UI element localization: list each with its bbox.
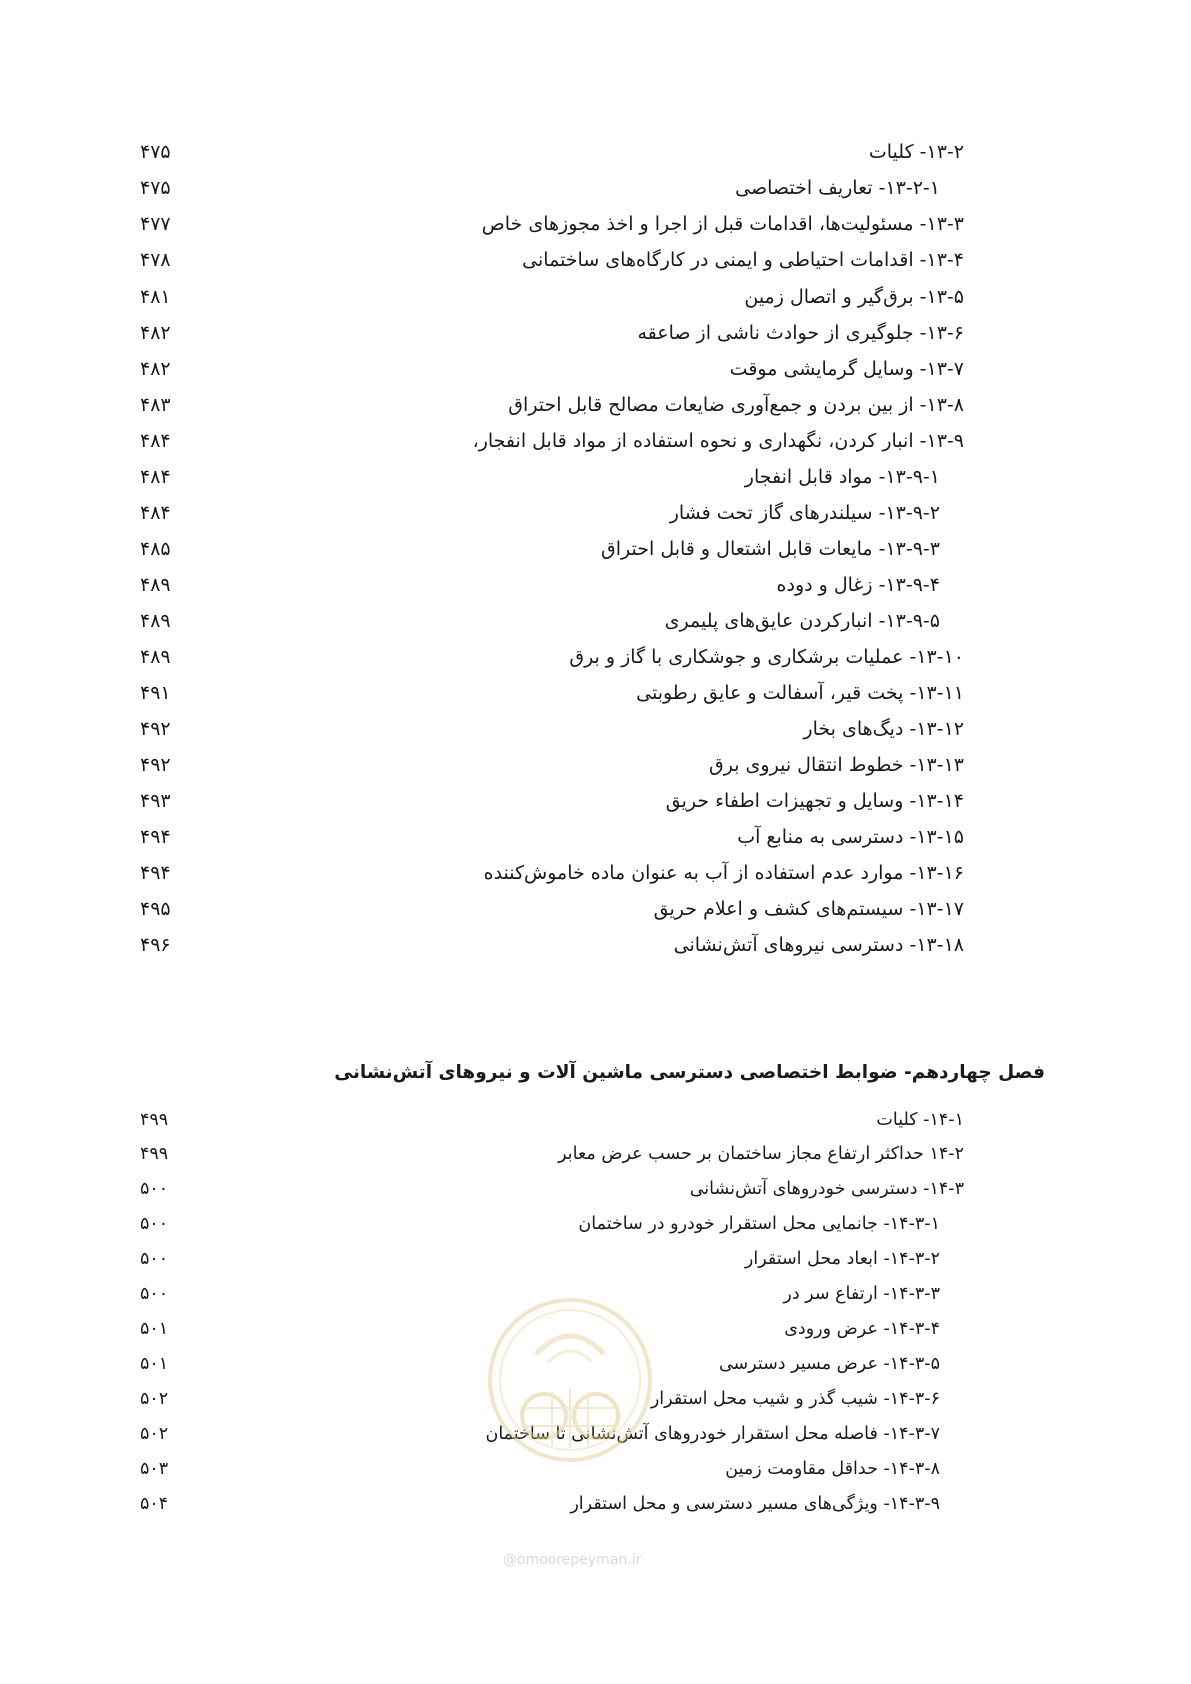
toc-entry-page: ۴۸۲ [140, 358, 171, 380]
toc-entry[interactable] [140, 170, 1045, 206]
toc-entry[interactable] [140, 423, 1045, 459]
toc-entry-title: ۱۳-۱۸- دسترسی نیروهای آتش‌نشانی [673, 934, 964, 956]
toc-entry-title: ۱۴-۳- دسترسی خودروهای آتش‌نشانی [689, 1179, 964, 1199]
watermark-url: @omoorepeyman.ir [503, 1552, 642, 1568]
toc-entry[interactable] [140, 351, 1045, 387]
toc-entry[interactable] [140, 783, 1045, 819]
toc-entry-page: ۴۷۵ [140, 177, 171, 199]
toc-entry-title: ۱۴-۲ حداکثر ارتفاع مجاز ساختمان بر حسب عرض معابر [558, 1144, 964, 1164]
toc-entry-page: ۴۸۵ [140, 538, 171, 560]
toc-entry[interactable] [140, 711, 1045, 747]
toc-entry[interactable] [140, 206, 1045, 242]
toc-entry-page: ۴۷۷ [140, 213, 171, 235]
toc-entry-title: ۱۳-۱۲- دیگ‌های بخار [803, 718, 964, 740]
toc-entry-page: ۴۹۳ [140, 790, 171, 812]
toc-entry-page: ۴۹۲ [140, 754, 171, 776]
toc-entry-title: ۱۳-۱۳- خطوط انتقال نیروی برق [709, 754, 964, 776]
toc-entry-page: ۴۷۸ [140, 249, 171, 271]
toc-entry[interactable] [140, 387, 1045, 423]
toc-entry[interactable] [140, 242, 1045, 278]
toc-entry-page: ۴۹۴ [140, 826, 171, 848]
toc-entry-title: ۱۳-۷- وسایل گرمایشی موقت [729, 358, 964, 380]
toc-entry-title: ۱۳-۸- از بین بردن و جمع‌آوری ضایعات مصالح قابل احتراق [508, 394, 964, 416]
toc-entry-title: ۱۳-۹-۳- مایعات قابل اشتعال و قابل احتراق [601, 538, 940, 560]
toc-entry-page: ۴۹۹ [140, 1144, 169, 1164]
toc-entry-page: ۴۹۴ [140, 862, 171, 884]
toc-entry[interactable] [140, 1103, 1045, 1137]
toc-entry-title: ۱۳-۹-۴- زغال و دوده [776, 574, 940, 596]
watermark-logo-icon [486, 1296, 654, 1464]
toc-entry-page: ۴۸۲ [140, 322, 171, 344]
toc-entry-title: ۱۳-۶- جلوگیری از حوادث ناشی از صاعقه [637, 322, 964, 344]
toc-entry-page: ۵۰۰ [140, 1284, 169, 1304]
toc-entry-title: ۱۳-۱۰- عملیات برشکاری و جوشکاری با گاز و برق [569, 646, 964, 668]
toc-entry-page: ۴۸۹ [140, 646, 171, 668]
toc-entry-title: ۱۴-۳-۸- حداقل مقاومت زمین [725, 1459, 940, 1479]
toc-entry-page: ۴۸۹ [140, 574, 171, 596]
toc-entry-title: ۱۳-۳- مسئولیت‌ها، اقدامات قبل از اجرا و اخذ مجوزهای خاص [481, 213, 964, 235]
toc-entry[interactable] [140, 1207, 1045, 1241]
toc-entry-title: ۱۳-۵- برق‌گیر و اتصال زمین [744, 286, 964, 308]
toc-entry-page: ۴۹۹ [140, 1110, 169, 1130]
toc-entry[interactable] [140, 891, 1045, 927]
toc-entry-title: ۱۴-۱- کلیات [876, 1110, 964, 1130]
toc-entry-page: ۴۹۲ [140, 718, 171, 740]
toc-entry[interactable] [140, 531, 1045, 567]
toc-entry-page: ۵۰۴ [140, 1494, 169, 1514]
toc-entry-page: ۵۰۰ [140, 1214, 169, 1234]
toc-entry-page: ۴۸۴ [140, 502, 171, 524]
toc-entry-title: ۱۳-۲- کلیات [868, 141, 964, 163]
toc-entry[interactable] [140, 315, 1045, 351]
toc-entry-title: ۱۳-۹-۱- مواد قابل انفجار [744, 466, 940, 488]
toc-entry[interactable] [140, 459, 1045, 495]
toc-entry-title: ۱۳-۹-۲- سیلندرهای گاز تحت فشار [669, 502, 940, 524]
chapter-heading: فصل چهاردهم- ضوابط اختصاصی دسترسی ماشین آلات و نیروهای آتش‌نشانی [334, 1062, 1045, 1083]
toc-entry[interactable] [140, 1242, 1045, 1276]
toc-entry[interactable] [140, 567, 1045, 603]
toc-entry-title: ۱۴-۳-۹- ویژگی‌های مسیر دسترسی و محل استقرار [570, 1494, 940, 1514]
toc-entry[interactable] [140, 134, 1045, 170]
toc-entry-page: ۵۰۱ [140, 1354, 169, 1374]
toc-entry[interactable] [140, 603, 1045, 639]
toc-entry-title: ۱۳-۱۴- وسایل و تجهیزات اطفاء حریق [665, 790, 964, 812]
toc-entry-title: ۱۳-۱۶- موارد عدم استفاده از آب به عنوان ماده خاموش‌کننده [483, 862, 964, 884]
toc-entry-page: ۴۸۳ [140, 394, 171, 416]
toc-entry[interactable] [140, 495, 1045, 531]
toc-entry-title: ۱۴-۳-۲- ابعاد محل استقرار [744, 1249, 940, 1269]
toc-entry[interactable] [140, 1137, 1045, 1171]
toc-entry-page: ۴۹۵ [140, 898, 171, 920]
toc-entry[interactable] [140, 927, 1045, 963]
toc-entry-title: ۱۳-۱۱- پخت قیر، آسفالت و عایق رطوبتی [636, 682, 964, 704]
toc-entry[interactable] [140, 279, 1045, 315]
toc-entry-title: ۱۳-۱۷- سیستم‌های کشف و اعلام حریق [653, 898, 964, 920]
toc-entry[interactable] [140, 1487, 1045, 1521]
toc-entry[interactable] [140, 1172, 1045, 1206]
toc-entry-page: ۴۸۱ [140, 286, 171, 308]
toc-entry-page: ۴۹۶ [140, 934, 171, 956]
toc-entry-page: ۴۸۹ [140, 610, 171, 632]
toc-entry-title: ۱۳-۴- اقدامات احتیاطی و ایمنی در کارگاه‌های ساختمانی [522, 249, 964, 271]
toc-entry-page: ۵۰۲ [140, 1424, 169, 1444]
toc-entry-page: ۵۰۳ [140, 1459, 169, 1479]
toc-entry-page: ۴۹۱ [140, 682, 171, 704]
toc-entry-title: ۱۴-۳-۴- عرض ورودی [784, 1319, 940, 1339]
toc-entry-page: ۴۷۵ [140, 141, 171, 163]
toc-entry-page: ۵۰۰ [140, 1249, 169, 1269]
toc-entry-title: ۱۴-۳-۵- عرض مسیر دسترسی [718, 1354, 940, 1374]
toc-entry-title: ۱۴-۳-۷- فاصله محل استقرار خودروهای آتش‌نشانی تا ساختمان [485, 1424, 940, 1444]
toc-entry-page: ۵۰۱ [140, 1319, 169, 1339]
toc-entry-page: ۴۸۴ [140, 430, 171, 452]
toc-entry[interactable] [140, 819, 1045, 855]
toc-entry[interactable] [140, 747, 1045, 783]
toc-entry-title: ۱۴-۳-۶- شیب گذر و شیب محل استقرار [650, 1389, 940, 1409]
toc-entry-page: ۵۰۰ [140, 1179, 169, 1199]
toc-entry-title: ۱۳-۹-۵- انبارکردن عایق‌های پلیمری [664, 610, 940, 632]
toc-entry[interactable] [140, 855, 1045, 891]
toc-entry-page: ۵۰۲ [140, 1389, 169, 1409]
toc-entry-page: ۴۸۴ [140, 466, 171, 488]
toc-entry[interactable] [140, 639, 1045, 675]
toc-entry-title: ۱۳-۹- انبار کردن، نگهداری و نحوه استفاده از مواد قابل انفجار، [472, 430, 964, 452]
toc-entry-title: ۱۳-۱۵- دسترسی به منابع آب [737, 826, 964, 848]
toc-entry-title: ۱۴-۳-۱- جانمایی محل استقرار خودرو در ساختمان [578, 1214, 940, 1234]
toc-entry-title: ۱۴-۳-۳- ارتفاع سر در [783, 1284, 940, 1304]
toc-entry[interactable] [140, 675, 1045, 711]
toc-entry-title: ۱۳-۲-۱- تعاریف اختصاصی [735, 177, 940, 199]
